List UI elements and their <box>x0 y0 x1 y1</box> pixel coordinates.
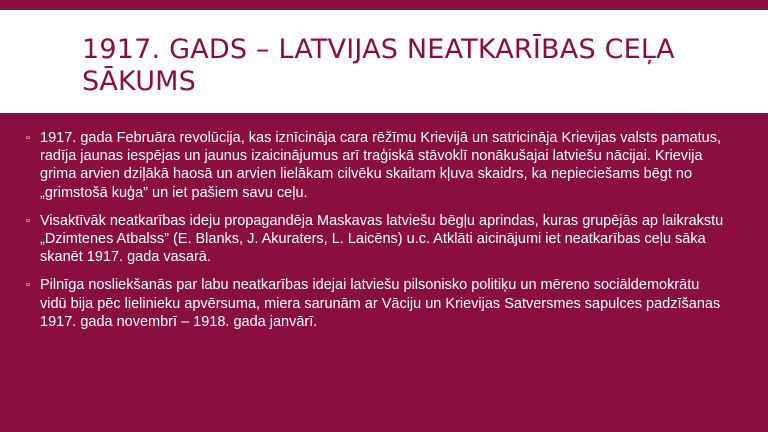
bullet-text: Pilnīga nosliekšanās par labu neatkarības idejai latviešu pilsonisko politiķu un mēreno sociāldemokrātu vidū bija pēc lielinieku apvērsuma, miera sarunām ar Vāciju un Krievijas Satversmes sapulces padzīšanas 1917. gada novembrī – 1918. gada janvārī. <box>40 277 721 330</box>
bullet-item <box>24 276 724 331</box>
bullet-text: 1917. gada Februāra revolūcija, kas iznīcināja cara rēžīmu Krievijā un satricināja Krievijas valsts pamatus, radīja jaunas iespējas un jaunus izaicinājumus arī traģiskā stāvoklī nonākušajai latviešu nācijai. Krievija grima arvien dziļākā haosā un arvien lielākam cilvēku skaitam kļuva skaidrs, ka nepieciešams bēgt no „grimstošā kuģa” un iet pašiem savu ceļu. <box>40 130 722 201</box>
bullet-item <box>24 212 724 267</box>
bullet-item <box>24 129 724 202</box>
title-panel <box>0 10 768 113</box>
top-accent-band <box>0 0 768 10</box>
bullet-square-icon: ▫ <box>26 132 30 144</box>
slide-title: 1917. GADS – LATVIJAS NEATKARĪBAS CEĻA SĀKUMS <box>82 34 675 97</box>
bullet-square-icon: ▫ <box>26 214 30 227</box>
bullet-square-icon: ▫ <box>26 279 30 292</box>
bullet-text: Visaktīvāk neatkarības ideju propagandēja Maskavas latviešu bēgļu aprindas, kuras grupējās ap laikrakstu „Dzimtenes Atbalss” (E. Blanks, J. Akuraters, L. Laicēns) u.c. Atklāti aicinājumi iet neatkarības ceļu sāka skanēt 1917. gada vasarā. <box>40 212 724 266</box>
bullet-list <box>24 129 724 331</box>
slide-content <box>24 129 724 341</box>
